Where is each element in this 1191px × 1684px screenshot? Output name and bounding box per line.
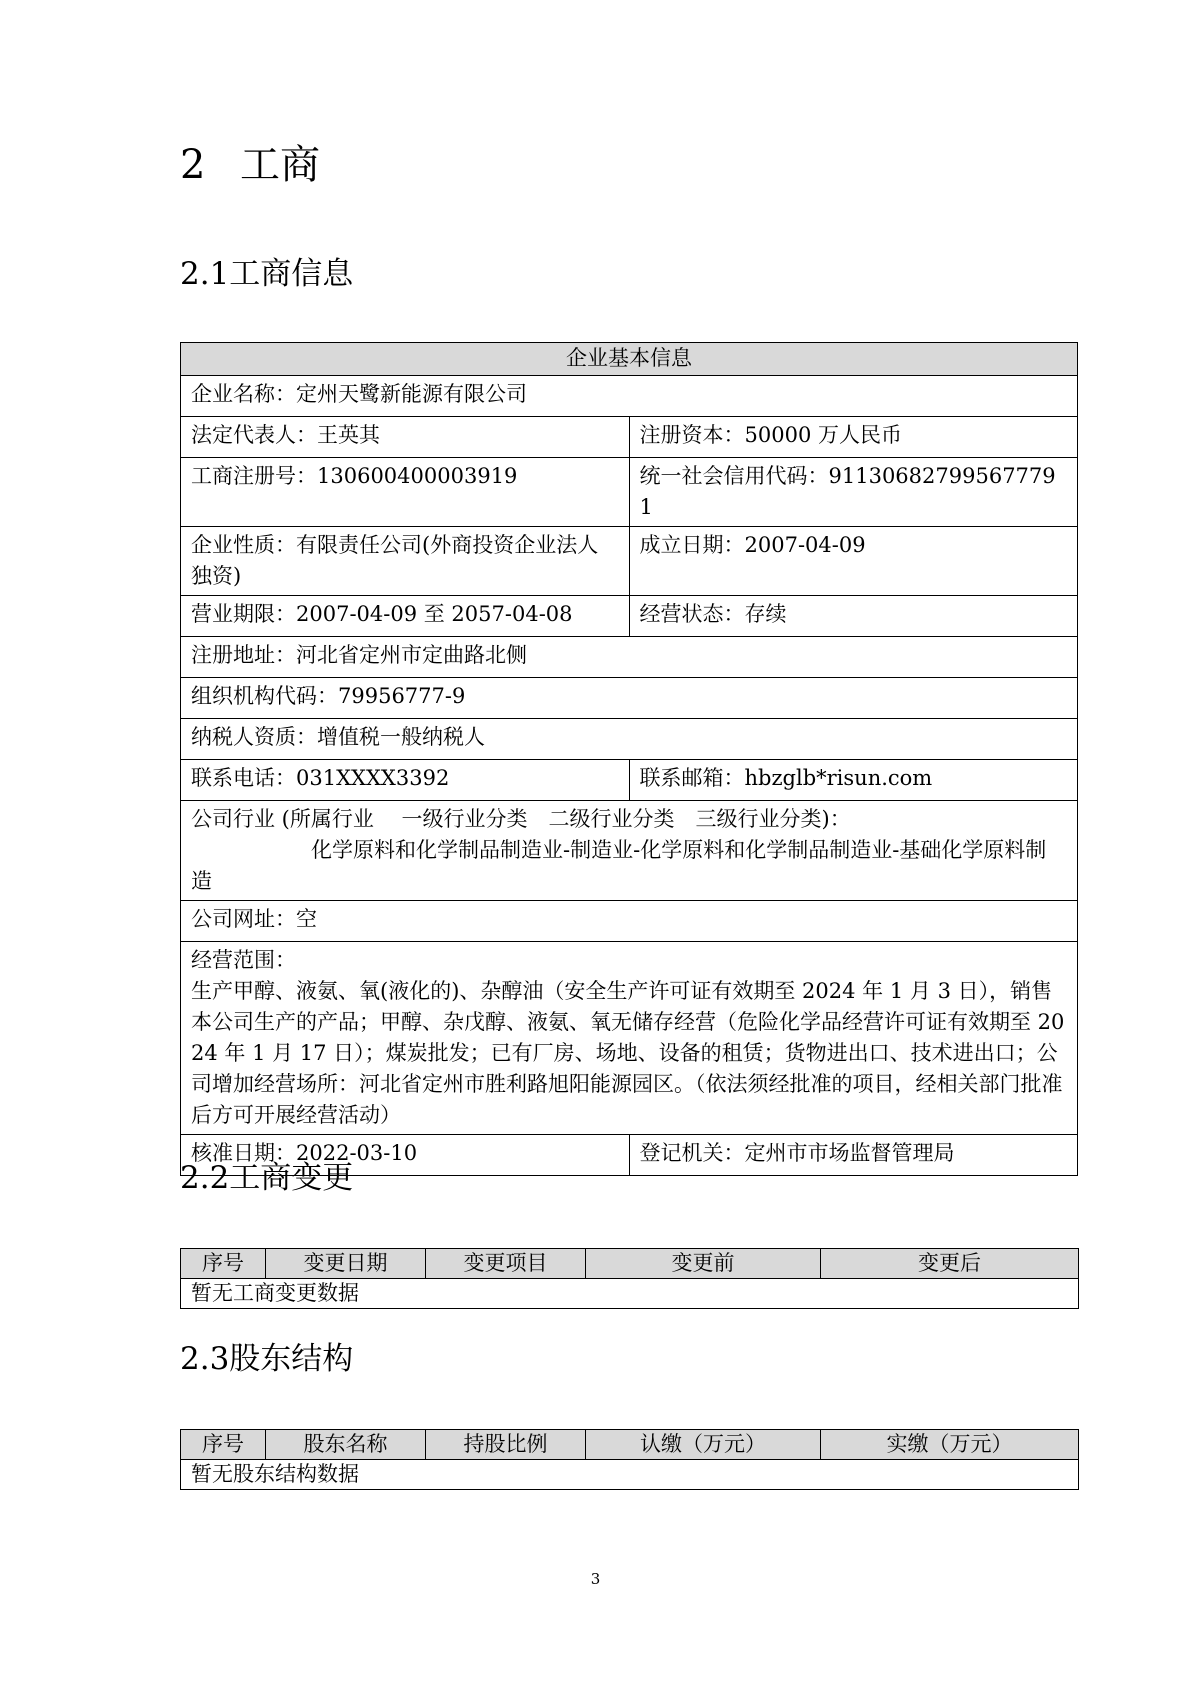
company-nature: 企业性质：有限责任公司(外商投资企业法人独资) (181, 527, 630, 596)
founded-date: 成立日期：2007-04-09 (629, 527, 1078, 596)
subsection-heading-changes: 2.2工商变更 (180, 1160, 354, 1196)
organization-code: 组织机构代码：79956777-9 (181, 678, 1078, 719)
business-scope-cell (181, 942, 1078, 1135)
section-number: 2 (180, 142, 206, 188)
industry-cell (181, 801, 1078, 901)
business-status: 经营状态：存续 (629, 596, 1078, 637)
subsection-heading-basic-info: 2.1工商信息 (180, 256, 354, 292)
shareholders-header-cell: 股东名称 (266, 1430, 426, 1460)
changes-header-cell: 变更日期 (266, 1249, 426, 1279)
shareholders-header-cell: 实缴（万元） (821, 1430, 1079, 1460)
business-scope-label: 经营范围： (191, 948, 296, 972)
page-number: 3 (590, 1570, 601, 1588)
changes-header-cell: 变更前 (586, 1249, 821, 1279)
changes-table (180, 1248, 1079, 1309)
shareholders-header-row (181, 1430, 1079, 1460)
registration-authority: 登记机关：定州市市场监督管理局 (629, 1135, 1078, 1176)
registered-capital: 注册资本：50000 万人民币 (629, 417, 1078, 458)
shareholders-header-cell: 持股比例 (426, 1430, 586, 1460)
changes-header-cell: 变更项目 (426, 1249, 586, 1279)
shareholders-header-cell: 序号 (181, 1430, 266, 1460)
taxpayer-qualification: 纳税人资质：增值税一般纳税人 (181, 719, 1078, 760)
section-heading (180, 140, 320, 190)
shareholders-header-cell: 认缴（万元） (586, 1430, 821, 1460)
company-website: 公司网址：空 (181, 901, 1078, 942)
industry-header: 公司行业 (所属行业 一级行业分类 二级行业分类 三级行业分类)： (191, 807, 851, 831)
registration-number: 工商注册号：130600400003919 (181, 458, 630, 527)
changes-header-row (181, 1249, 1079, 1279)
changes-empty-message: 暂无工商变更数据 (181, 1279, 1079, 1309)
approval-date: 核准日期：2022-03-10 (181, 1135, 630, 1176)
subsection-heading-shareholders: 2.3股东结构 (180, 1341, 354, 1377)
business-scope-text: 生产甲醇、液氨、氧(液化的)、杂醇油（安全生产许可证有效期至 2024 年 1 月 3 日），销售本公司生产的产品；甲醇、杂戊醇、液氨、氧无储存经营（危险化学品经营许可证有效期至 2024 年 1 月 17 日）；煤炭批发；已有厂房、场地、设备的租赁；货物进出口、技术进出口；公司增加经营场所：河北省定州市胜利路旭阳能源园区。（依法须经批准的项目，经相关部门批准后方可开展经营活动） (191, 979, 1065, 1127)
company-name: 企业名称：定州天鹭新能源有限公司 (181, 376, 1078, 417)
basic-info-table (180, 342, 1078, 1176)
contact-email: 联系邮箱：hbzglb*risun.com (629, 760, 1078, 801)
shareholders-empty-message: 暂无股东结构数据 (181, 1460, 1079, 1490)
contact-phone: 联系电话：031XXXX3392 (181, 760, 630, 801)
business-term: 营业期限：2007-04-09 至 2057-04-08 (181, 596, 630, 637)
industry-value: 化学原料和化学制品制造业-制造业-化学原料和化学制品制造业-基础化学原料制造 (191, 838, 1047, 893)
shareholders-table (180, 1429, 1079, 1490)
basic-info-title: 企业基本信息 (181, 343, 1078, 376)
section-title: 工商 (240, 142, 320, 188)
changes-header-cell: 变更后 (821, 1249, 1079, 1279)
credit-code: 统一社会信用代码：911306827995677791 (629, 458, 1078, 527)
legal-representative: 法定代表人：王英其 (181, 417, 630, 458)
changes-header-cell: 序号 (181, 1249, 266, 1279)
registered-address: 注册地址：河北省定州市定曲路北侧 (181, 637, 1078, 678)
